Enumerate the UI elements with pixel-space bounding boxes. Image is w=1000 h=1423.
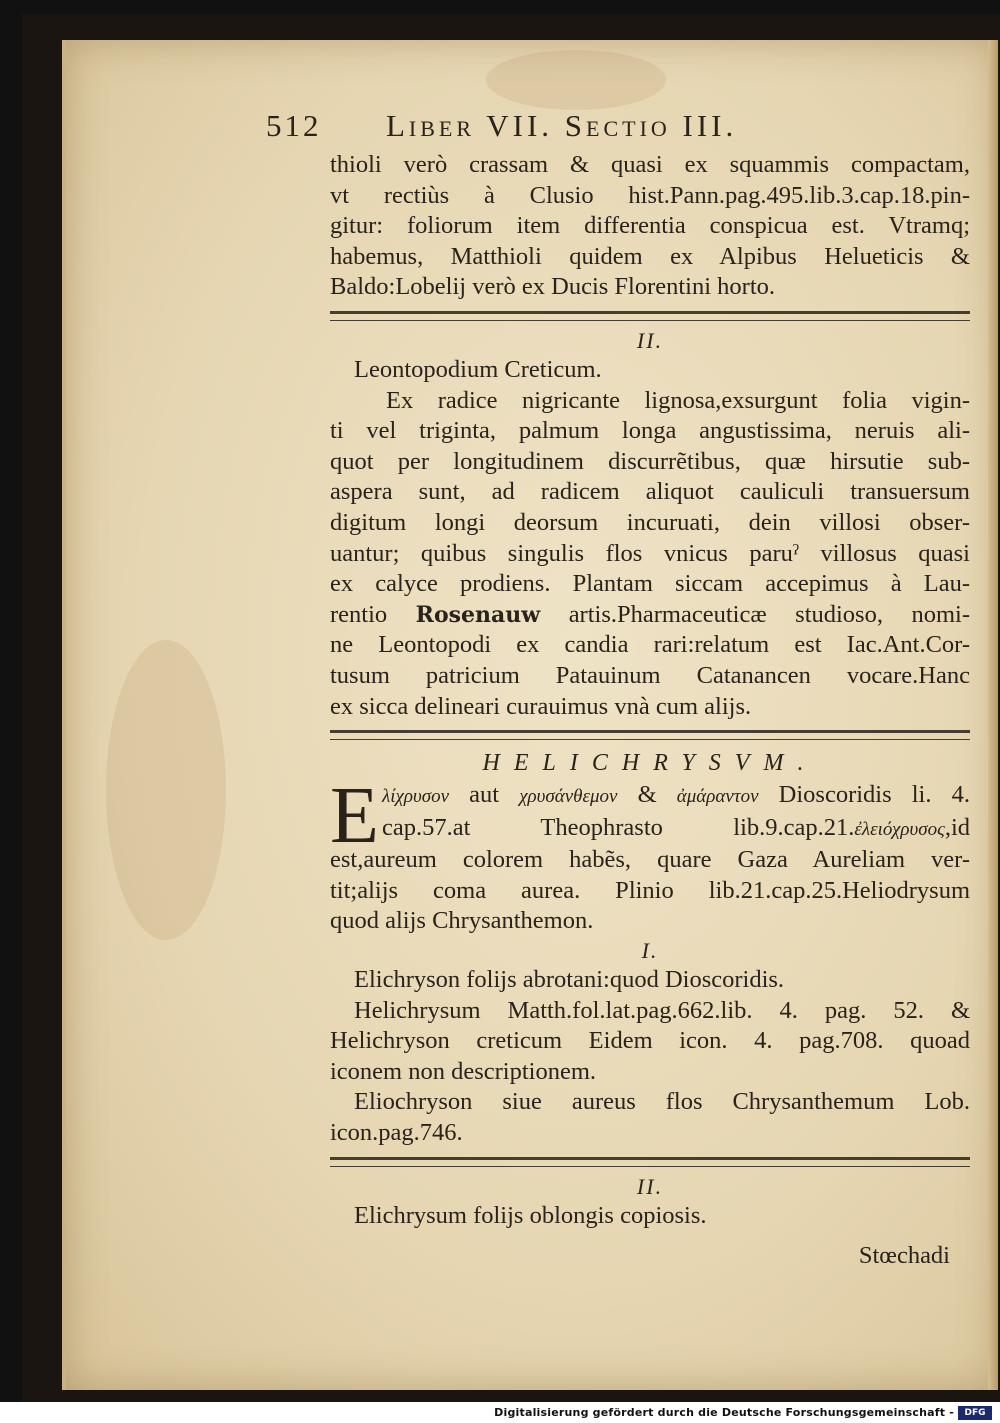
text-line: Ex radice nigricante lignosa,exsurgunt folia vigin- bbox=[386, 386, 970, 414]
funding-notice: Digitalisierung gefördert durch die Deutsche Forschungsgemeinschaft - bbox=[494, 1406, 954, 1419]
greek-word: χρυσάνθεμον bbox=[519, 786, 618, 808]
section-number: I. bbox=[641, 938, 659, 964]
text-line bbox=[330, 813, 970, 846]
main-text-block bbox=[330, 150, 970, 1273]
text-line: quod alijs Chrysanthemon. bbox=[330, 907, 594, 935]
text-line: ex calyce prodiens. Plantam siccam accepimus à Lau- bbox=[330, 570, 970, 598]
running-head bbox=[266, 108, 986, 146]
text-line bbox=[330, 600, 970, 631]
text-line: habemus, Matthioli quidem ex Alpibus Helueticis & bbox=[330, 242, 970, 270]
text-line: quot per longitudinem discurrẽtibus, quæ hirsutie sub- bbox=[330, 447, 970, 475]
text-span: cap.57.at Theophrasto lib.9.cap.21. bbox=[382, 813, 855, 841]
paper-stain bbox=[106, 640, 226, 940]
section-title: Leontopodium Creticum. bbox=[354, 355, 602, 383]
initial-paragraph bbox=[330, 772, 970, 937]
text-line: tit;alijs coma aurea. Plinio lib.21.cap.25.Heliodrysum bbox=[330, 876, 970, 904]
text-span: artis.Pharmaceuticæ studioso, nomi- bbox=[540, 600, 970, 628]
catchword: Stœchadi bbox=[858, 1242, 950, 1270]
paper-stain bbox=[486, 50, 666, 110]
text-line: aspera sunt, ad radicem aliquot cauliculi transuersum bbox=[330, 478, 970, 506]
text-line: vt rectiùs à Clusio hist.Pann.pag.495.lib.3.cap.18.pin- bbox=[330, 181, 970, 209]
drop-capital: E bbox=[330, 772, 379, 861]
page-number: 512 bbox=[266, 108, 322, 143]
text-line: ne Leontopodi ex candia rari:relatum est Iac.Ant.Cor- bbox=[330, 631, 970, 659]
text-line: ti vel triginta, palmum longa angustissima, neruis ali- bbox=[330, 417, 970, 445]
text-line: Baldo:Lobelij verò ex Ducis Florentini horto. bbox=[330, 273, 776, 301]
text-line: Elichryson folijs abrotani:quod Dioscoridis. bbox=[354, 966, 785, 994]
running-title: Liber VII. Sectio III. bbox=[386, 108, 738, 143]
section-rule bbox=[330, 1157, 970, 1167]
text-span: aut bbox=[449, 781, 520, 809]
text-span: ,id bbox=[944, 813, 970, 841]
text-line: est,aureum colorem habẽs, quare Gaza Aureliam ver- bbox=[330, 846, 970, 874]
section-heading: HELICHRYSVM. bbox=[482, 750, 818, 777]
greek-word: λίχρυσον bbox=[382, 786, 450, 808]
text-line: digitum longi deorsum incuruati, dein villosi obser- bbox=[330, 508, 970, 536]
section-number: II. bbox=[636, 327, 664, 353]
text-line: uantur; quibus singulis flos vnicus paruˀ villosus quasi bbox=[330, 539, 970, 567]
section-rule bbox=[330, 311, 970, 321]
footer-bar bbox=[0, 1402, 1000, 1423]
text-span: Dioscoridis li. 4. bbox=[758, 781, 970, 809]
text-line: Eliochryson siue aureus flos Chrysanthemum Lob. bbox=[354, 1088, 970, 1116]
text-line: ex sicca delineari curauimus vnà cum alijs. bbox=[330, 692, 752, 720]
text-line: Elichrysum folijs oblongis copiosis. bbox=[354, 1201, 707, 1229]
section-rule bbox=[330, 730, 970, 740]
text-line: thioli verò crassam & quasi ex squammis compactam, bbox=[330, 151, 970, 178]
blackletter-name: Rosenauw bbox=[415, 601, 541, 628]
text-span: & bbox=[617, 781, 677, 809]
text-span: rentio bbox=[330, 600, 416, 628]
text-line: tusum patricium Patauinum Catanancen vocare.Hanc bbox=[330, 661, 970, 689]
text-line: iconem non descriptionem. bbox=[330, 1057, 597, 1085]
page-text bbox=[266, 108, 986, 146]
text-line: icon.pag.746. bbox=[330, 1119, 463, 1147]
text-line: gitur: foliorum item differentia conspicua est. Vtramq; bbox=[330, 212, 970, 240]
page-edge bbox=[988, 40, 998, 1390]
text-line: Helichryson creticum Eidem icon. 4. pag.708. quoad bbox=[330, 1027, 970, 1055]
paragraph-continued bbox=[330, 150, 970, 303]
dfg-logo: DFG bbox=[958, 1406, 992, 1420]
text-line bbox=[330, 780, 970, 813]
text-line: Helichrysum Matth.fol.lat.pag.662.lib. 4. pag. 52. & bbox=[354, 996, 970, 1024]
greek-word: ἀμάραντον bbox=[676, 786, 759, 808]
greek-word: ἐλειόχρυσος bbox=[854, 818, 945, 840]
section-number: II. bbox=[636, 1173, 664, 1199]
